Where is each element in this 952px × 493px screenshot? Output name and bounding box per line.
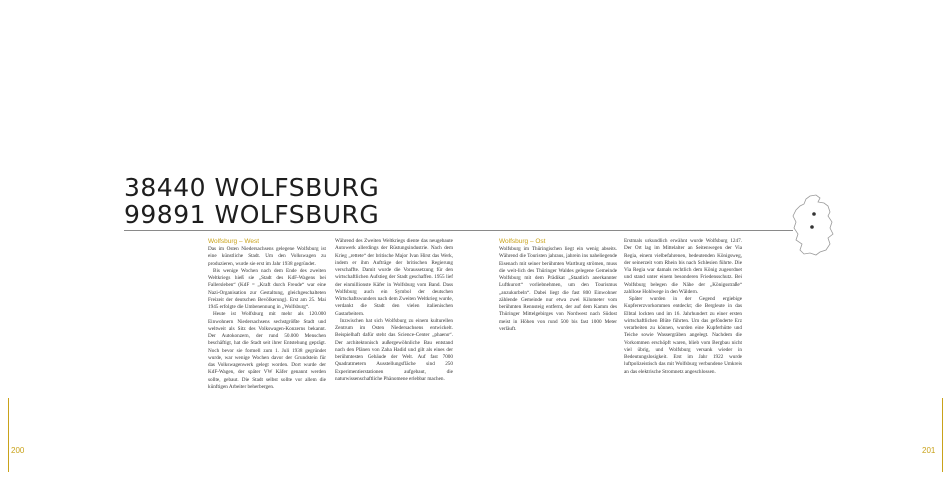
column-wolfsburg-west [208,238,326,391]
column-wolfsburg-ost [499,238,617,333]
section-heading-west: Wolfsburg – West [208,238,260,245]
divider-rule [124,230,793,231]
paragraph: Das im Osten Niedersachsens gelegene Wolfsburg ist eine künstliche Stadt. Um den Volkswagen zu produzieren, wurde sie erst im Jahr 1938 gegründet. [208,246,326,267]
title-line-2: 99891 WOLFSBURG [124,200,380,229]
germany-map-icon [790,194,836,256]
paragraph: Bis wenige Wochen nach dem Ende des zweiten Weltkriegs hieß sie „Stadt des KdF-Wagens bei Fallersleben“ (KdF = „Kraft durch Freude“ war eine Nazi-Organisation zur Gestaltung, gleichgeschalteten Freizeit der deutschen Bevölkerung). Erst am 25. Mai 1945 erfolgte die Umbenennung in „Wolfsburg“. [208,267,326,310]
column-wolfsburg-west-cont [335,238,453,383]
paragraph: Erstmals urkundlich erwähnt wurde Wolfsburg 1247. Der Ort lag im Mittelalter an Seitenwegen der Via Regia, einem vielbefahrenen, bedeutenden Königsweg, der seinerzeit vom Rhein bis nach Schlesien führte. Die Via Regia war damals rechtlich dem König zugeordnet und stand unter einem besonderen Friedensschutz. Bei Wolfsburg belegen die Nähe der „Königsstraße“ zahllose Hohlwege in den Wäldern. [624,238,742,295]
paragraph: Später wurden in der Gegend ergiebige Kupfererzvorkommen entdeckt; die Bergleute in das Elbtal lockten und im 16. Jahrhundert zu einer ersten wirtschaftlichen Blüte führten. Um das gefönderte Erz verarbeiten zu können, wurden eine Kupferhütte und Teiche sowie Wassergräben angelegt. Nachdem die Vorkommen erschöpft waren, blieb vom Bergbau nicht viel übrig, und Wolfsburg versank wieder in Bedeutungslosigkeit. Erst im Jahr 1922 wurde luftpolizeistisch das mit Wolfsburg verbundene Umkreis an das elektrische Stromnetz angeschlossen. [624,296,742,375]
column-wolfsburg-ost-cont [624,238,742,376]
paragraph: Heute ist Wolfsburg mit mehr als 120.000 Einwohnern Niedersachsens sechstgrößte Stadt und weltweit als Sitz des Volkswagen-Konzerns bekannt. Der Autokonzern, der rund 50.000 Menschen beschäftigt, hat die Stadt seit ihrer Entstehung geprägt. Noch bevor sie formell zum 1. Juli 1938 gegründet wurde, war wenige Wochen davor der Grundstein für das Volkswagenwerk gelegt worden. Dort wurde der KdF-Wagen, der später VW Käfer genannt werden sollte, gebaut. Die Stadt selbst sollte vor allem die künftigen Arbeiter beherbergen. [208,311,326,390]
page-marker-right [942,398,943,472]
title-line-1: 38440 WOLFSBURG [124,173,380,202]
paragraph: Wolfsburg im Thüringischen liegt ein wenig abseits. Während die Touristen jahraus, jahrein ins naheliegende Eisenach mit seiner berühmten Wartburg strömen, muss die weit-lich des Thüringer Waldes gelegene Gemeinde Wolfsburg mit dem Prädikat „Staatlich anerkannter Luftkurort“ vorliebnehmen, um den Tourismus „anzukurbeln“. Dabei liegt die fast 800 Einwohner zählende Gemeinde nur etwa zwei Kilometer vom berühmten Rennsteig entfernt, der auf dem Kamm des Thüringer Mittelgebirges von Nordwest nach Südost meist in Höhen von rund 500 bis fast 1000 Meter verläuft. [499,246,617,332]
page-number-right: 201 [922,446,936,455]
section-heading-ost: Wolfsburg – Ost [499,238,546,245]
page-number-left: 200 [11,446,25,455]
paragraph: Während des Zweiten Weltkriegs diente das neugebaute Autowerk allerdings der Rüstungsindustrie. Nach dem Krieg „rettete“ der britische Major Ivan Hirst das Werk, indem er ihm Aufträge der britischen Regierung verschaffte. Damit wurde die Voraussetzung für den wirtschaftlichen Aufstieg der Stadt geschaffen. 1955 lief der einmillionste Käfer in Wolfsburg vom Band. Dass Wolfsburg auch ein Symbol der deutschen Wirtschaftswunders nach dem Zweiten Weltkrieg wurde, verdankt die Stadt den vielen italienischen Gastarbeitern. [335,238,453,317]
page-marker-left [8,398,9,472]
page-title [124,174,379,228]
paragraph: Inzwischen hat sich Wolfsburg zu einem kulturellen Zentrum im Osten Niedersachsens entwickelt. Beispielhaft dafür steht das Science-Center „phaeno“. Der architektonisch außergewöhnliche Bau entstand nach den Plänen von Zaha Hadid und gilt als eines der berühmtesten Gebäude der Welt. Auf fast 7000 Quadratmetern Ausstellungsfläche sind 250 Experimentierstationen aufgebaut, die naturwissenschaftliche Phänomene erlebbar machen. [335,317,453,382]
